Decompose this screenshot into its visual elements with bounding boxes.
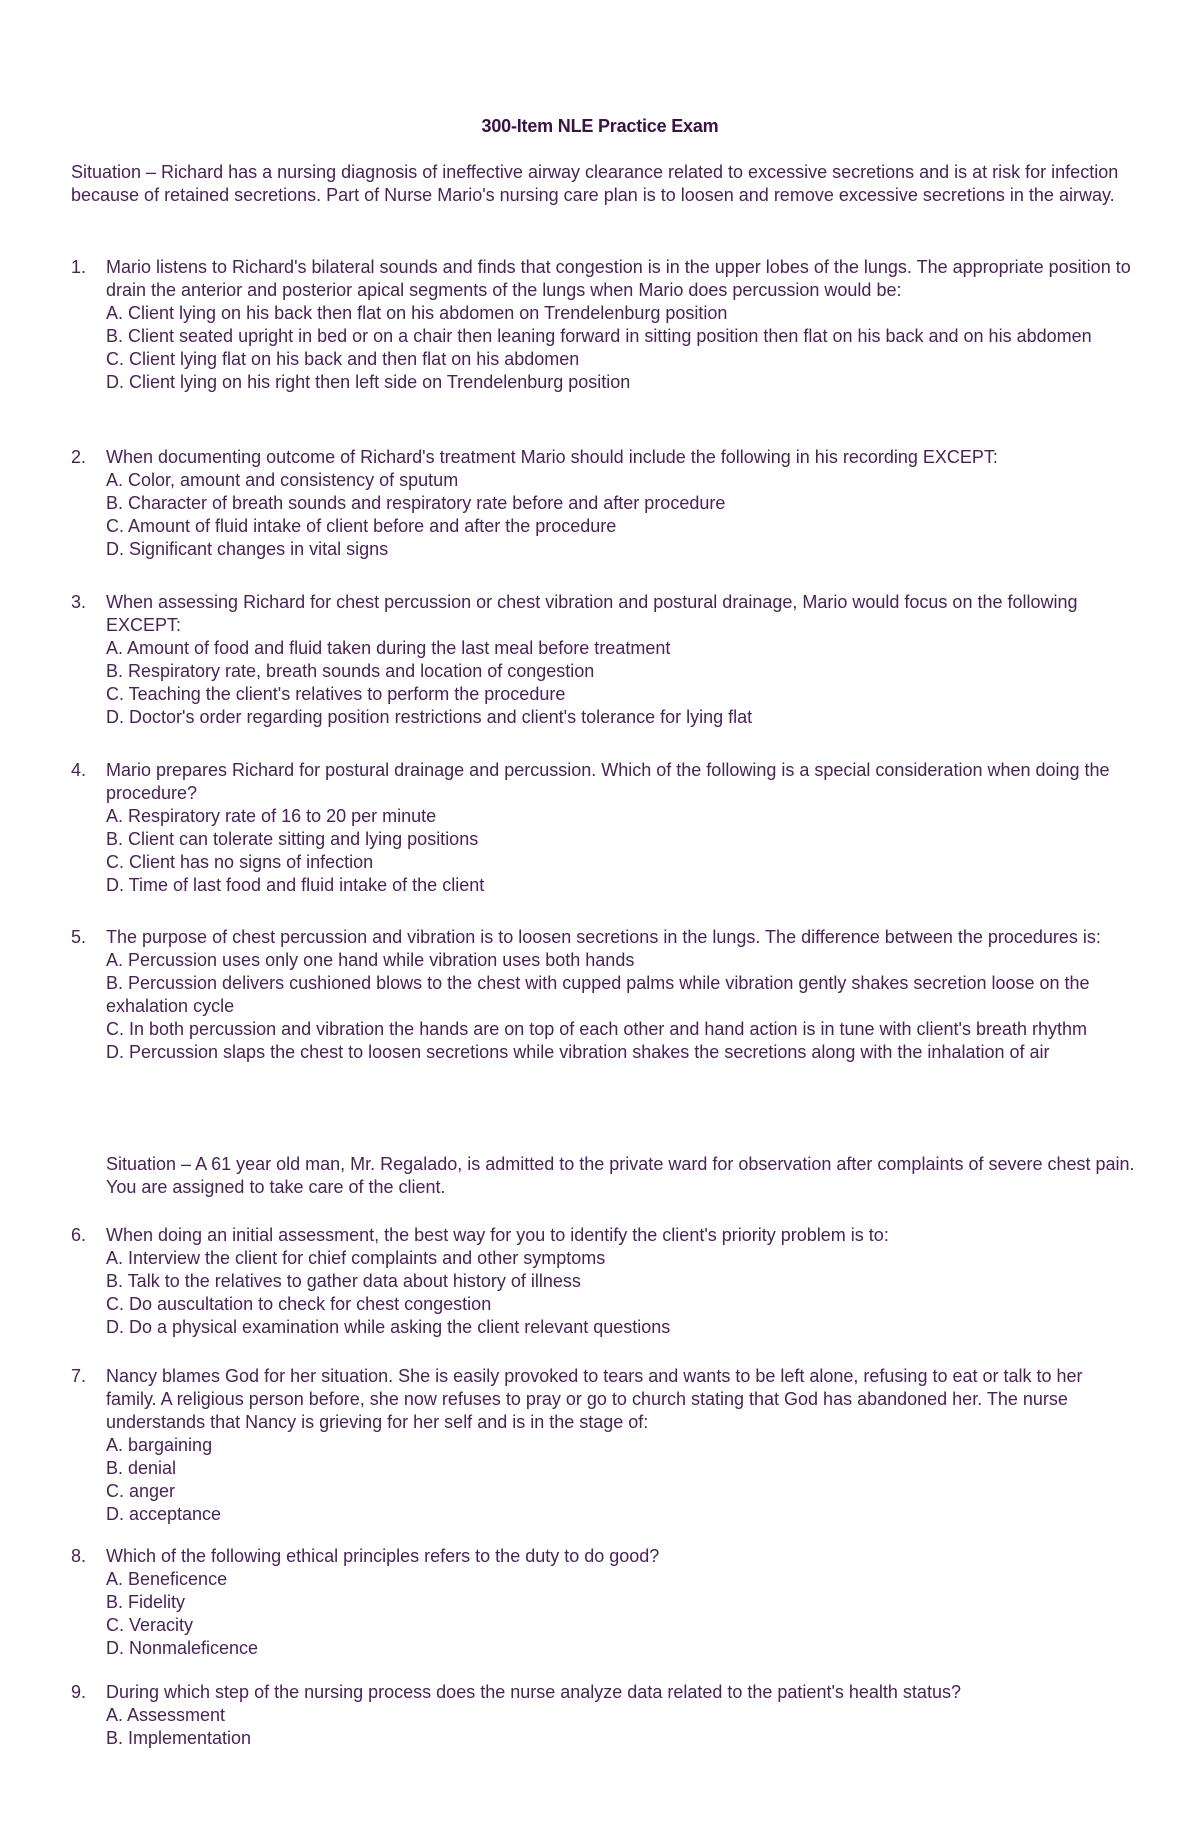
question-1	[71, 256, 1131, 394]
answer-option: A. Interview the client for chief complaints and other symptoms	[106, 1248, 606, 1268]
answer-option: C. Client has no signs of infection	[106, 852, 374, 872]
answer-option: C. Amount of fluid intake of client before and after the procedure	[106, 516, 617, 536]
question-stem: The purpose of chest percussion and vibration is to loosen secretions in the lungs. The difference between the procedures is:	[106, 927, 1101, 947]
answer-option: B. Percussion delivers cushioned blows to the chest with cupped palms while vibration gently shakes secretion loose on the exhalation cycle	[106, 973, 1090, 1016]
question-5	[71, 926, 1131, 1064]
question-stem: When documenting outcome of Richard's treatment Mario should include the following in his recording EXCEPT:	[106, 447, 998, 467]
answer-option: D. Doctor's order regarding position restrictions and client's tolerance for lying flat	[106, 707, 753, 727]
answer-option: C. Veracity	[106, 1615, 194, 1635]
question-stem: During which step of the nursing process does the nurse analyze data related to the patient's health status?	[106, 1682, 961, 1702]
question-stem: Mario prepares Richard for postural drainage and percussion. Which of the following is a special consideration when doing the procedure?	[106, 760, 1110, 803]
answer-option: B. Client seated upright in bed or on a chair then leaning forward in sitting position then flat on his back and on his abdomen	[106, 326, 1092, 346]
answer-option: D. Percussion slaps the chest to loosen secretions while vibration shakes the secretions along with the inhalation of air	[106, 1042, 1050, 1062]
answer-option: B. Character of breath sounds and respiratory rate before and after procedure	[106, 493, 726, 513]
answer-option: C. In both percussion and vibration the hands are on top of each other and hand action is in tune with client's breath rhythm	[106, 1019, 1088, 1039]
answer-option: A. Beneficence	[106, 1569, 228, 1589]
answer-option: A. Assessment	[106, 1705, 226, 1725]
question-number: 5.	[71, 927, 87, 947]
answer-option: A. Color, amount and consistency of sputum	[106, 470, 459, 490]
answer-option: B. Client can tolerate sitting and lying positions	[106, 829, 479, 849]
answer-option: A. bargaining	[106, 1435, 213, 1455]
question-number: 2.	[71, 447, 87, 467]
answer-option: D. Client lying on his right then left side on Trendelenburg position	[106, 372, 631, 392]
question-number: 9.	[71, 1682, 87, 1702]
question-3	[71, 591, 1131, 729]
question-9	[71, 1681, 1131, 1750]
question-6	[71, 1224, 1131, 1339]
answer-option: B. Fidelity	[106, 1592, 186, 1612]
question-number: 4.	[71, 760, 87, 780]
question-stem: Mario listens to Richard's bilateral sounds and finds that congestion is in the upper lobes of the lungs. The appropriate position to drain the anterior and posterior apical segments of the lungs when Mario does percussion would be:	[106, 257, 1131, 300]
answer-option: D. acceptance	[106, 1504, 222, 1524]
situation-paragraph-1: Situation – Richard has a nursing diagnosis of ineffective airway clearance related to excessive secretions and is at risk for infection because of retained secretions. Part of Nurse Mario's nursing care plan is to loosen and remove excessive secretions in the airway.	[71, 162, 1119, 205]
answer-option: D. Time of last food and fluid intake of the client	[106, 875, 485, 895]
answer-option: C. Client lying flat on his back and then flat on his abdomen	[106, 349, 580, 369]
answer-option: D. Nonmaleficence	[106, 1638, 259, 1658]
answer-option: A. Percussion uses only one hand while vibration uses both hands	[106, 950, 635, 970]
question-number: 6.	[71, 1225, 87, 1245]
question-stem: Which of the following ethical principles refers to the duty to do good?	[106, 1546, 660, 1566]
question-stem: When doing an initial assessment, the best way for you to identify the client's priority problem is to:	[106, 1225, 889, 1245]
answer-option: C. Do auscultation to check for chest congestion	[106, 1294, 492, 1314]
question-number: 3.	[71, 592, 87, 612]
question-number: 8.	[71, 1546, 87, 1566]
answer-option: B. Talk to the relatives to gather data about history of illness	[106, 1271, 581, 1291]
question-2	[71, 446, 1131, 561]
answer-option: A. Respiratory rate of 16 to 20 per minute	[106, 806, 437, 826]
question-number: 1.	[71, 257, 87, 277]
answer-option: D. Significant changes in vital signs	[106, 539, 389, 559]
answer-option: C. anger	[106, 1481, 176, 1501]
page-title: 300-Item NLE Practice Exam	[481, 116, 719, 136]
question-8	[71, 1545, 1131, 1660]
answer-option: A. Amount of food and fluid taken during the last meal before treatment	[106, 638, 671, 658]
question-stem: When assessing Richard for chest percussion or chest vibration and postural drainage, Mario would focus on the following EXCEPT:	[106, 592, 1078, 635]
answer-option: B. Implementation	[106, 1728, 252, 1748]
answer-option: B. Respiratory rate, breath sounds and location of congestion	[106, 661, 595, 681]
question-7	[71, 1365, 1131, 1526]
situation-paragraph-2: Situation – A 61 year old man, Mr. Regalado, is admitted to the private ward for observation after complaints of severe chest pain. You are assigned to take care of the client.	[106, 1154, 1135, 1197]
answer-option: B. denial	[106, 1458, 177, 1478]
answer-option: C. Teaching the client's relatives to perform the procedure	[106, 684, 566, 704]
question-4	[71, 759, 1131, 897]
answer-option: A. Client lying on his back then flat on his abdomen on Trendelenburg position	[106, 303, 728, 323]
answer-option: D. Do a physical examination while asking the client relevant questions	[106, 1317, 671, 1337]
question-number: 7.	[71, 1366, 87, 1386]
question-stem: Nancy blames God for her situation. She is easily provoked to tears and wants to be left alone, refusing to eat or talk to her family. A religious person before, she now refuses to pray or go to church stating that God has abandoned her. The nurse understands that Nancy is grieving for her self and is in the stage of:	[106, 1366, 1083, 1432]
